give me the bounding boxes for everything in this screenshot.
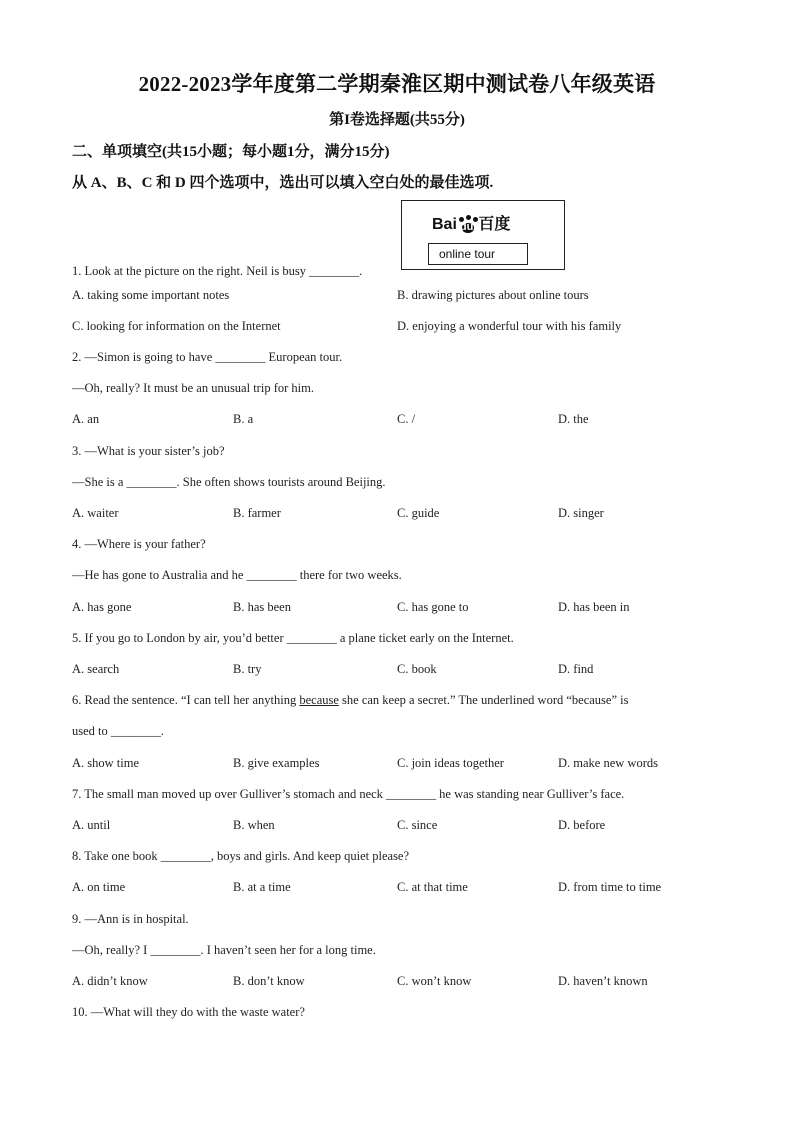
q1-option-d: D. enjoying a wonderful tour with his family bbox=[397, 319, 622, 333]
q3-option-b: B. farmer bbox=[233, 506, 281, 520]
q4-option-d: D. has been in bbox=[558, 600, 630, 614]
q6-option-b: B. give examples bbox=[233, 756, 320, 770]
q9-option-d: D. haven’t known bbox=[558, 974, 648, 988]
q6-stem bbox=[72, 693, 628, 708]
q6-stem-line2: used to ________. bbox=[72, 724, 165, 738]
q6-option-c: C. join ideas together bbox=[397, 756, 504, 770]
q1-option-c: C. looking for information on the Internet bbox=[72, 319, 281, 333]
q7-option-a: A. until bbox=[72, 818, 111, 832]
q1-option-a: A. taking some important notes bbox=[72, 288, 230, 302]
page-title: 2022-2023学年度第二学期秦淮区期中测试卷八年级英语 bbox=[138, 72, 656, 96]
q3-option-d: D. singer bbox=[558, 506, 604, 520]
q8-option-b: B. at a time bbox=[233, 880, 291, 894]
logo-text-mid: du bbox=[459, 221, 474, 233]
baidu-logo bbox=[432, 211, 510, 234]
q7-option-d: D. before bbox=[558, 818, 606, 832]
question-picture bbox=[401, 200, 565, 270]
q2-option-d: D. the bbox=[558, 412, 589, 426]
q9-option-b: B. don’t know bbox=[233, 974, 305, 988]
q6-option-a: A. show time bbox=[72, 756, 140, 770]
q1-stem: 1. Look at the picture on the right. Neil is busy ________. bbox=[72, 264, 363, 278]
q9-option-a: A. didn’t know bbox=[72, 974, 148, 988]
section-instruction: 从 A、B、C 和 D 四个选项中，选出可以填入空白处的最佳选项. bbox=[72, 175, 494, 191]
q4-stem: 4. —Where is your father? bbox=[72, 537, 206, 551]
q3-option-c: C. guide bbox=[397, 506, 440, 520]
q5-option-c: C. book bbox=[397, 662, 437, 676]
q8-option-c: C. at that time bbox=[397, 880, 468, 894]
q2-option-b: B. a bbox=[233, 412, 254, 426]
q6-stem-pre: 6. Read the sentence. “I can tell her anything bbox=[72, 693, 300, 707]
q8-option-a: A. on time bbox=[72, 880, 126, 894]
q1-option-b: B. drawing pictures about online tours bbox=[397, 288, 589, 302]
q6-underlined-word: because bbox=[299, 693, 339, 707]
section-heading: 二、单项填空(共15小题；每小题1分，满分15分) bbox=[72, 144, 390, 160]
q4-option-b: B. has been bbox=[233, 600, 291, 614]
q3-reply: —She is a ________. She often shows tourists around Beijing. bbox=[72, 475, 386, 489]
q7-stem: 7. The small man moved up over Gulliver’s stomach and neck ________ he was standing near Gulliver’s face. bbox=[72, 787, 625, 801]
q6-option-d: D. make new words bbox=[558, 756, 658, 770]
q8-stem: 8. Take one book ________, boys and girls. And keep quiet please? bbox=[72, 849, 410, 863]
q7-option-c: C. since bbox=[397, 818, 438, 832]
q6-stem-post: she can keep a secret.” The underlined word “because” is bbox=[338, 693, 629, 707]
q2-stem: 2. —Simon is going to have ________ European tour. bbox=[72, 350, 343, 364]
q7-option-b: B. when bbox=[233, 818, 275, 832]
logo-text-left: Bai bbox=[432, 216, 457, 233]
q9-stem: 9. —Ann is in hospital. bbox=[72, 912, 189, 926]
q4-option-a: A. has gone bbox=[72, 600, 132, 614]
q5-option-b: B. try bbox=[233, 662, 262, 676]
q2-option-c: C. / bbox=[397, 412, 416, 426]
q9-reply: —Oh, really? I ________. I haven’t seen her for a long time. bbox=[72, 943, 376, 957]
q2-reply: —Oh, really? It must be an unusual trip for him. bbox=[72, 381, 314, 395]
q8-option-d: D. from time to time bbox=[558, 880, 662, 894]
q4-reply: —He has gone to Australia and he ________ there for two weeks. bbox=[72, 568, 402, 582]
q5-option-a: A. search bbox=[72, 662, 120, 676]
q2-option-a: A. an bbox=[72, 412, 100, 426]
q4-option-c: C. has gone to bbox=[397, 600, 469, 614]
q5-stem: 5. If you go to London by air, you’d better ________ a plane ticket early on the Internet. bbox=[72, 631, 514, 645]
q3-option-a: A. waiter bbox=[72, 506, 119, 520]
logo-text-right: 百度 bbox=[478, 216, 511, 233]
q10-stem: 10. —What will they do with the waste water? bbox=[72, 1005, 305, 1019]
q5-option-d: D. find bbox=[558, 662, 594, 676]
q9-option-c: C. won’t know bbox=[397, 974, 472, 988]
part-subtitle: 第I卷选择题(共55分) bbox=[329, 112, 465, 128]
q3-stem: 3. —What is your sister’s job? bbox=[72, 444, 225, 458]
online-tour-box: online tour bbox=[428, 243, 528, 265]
